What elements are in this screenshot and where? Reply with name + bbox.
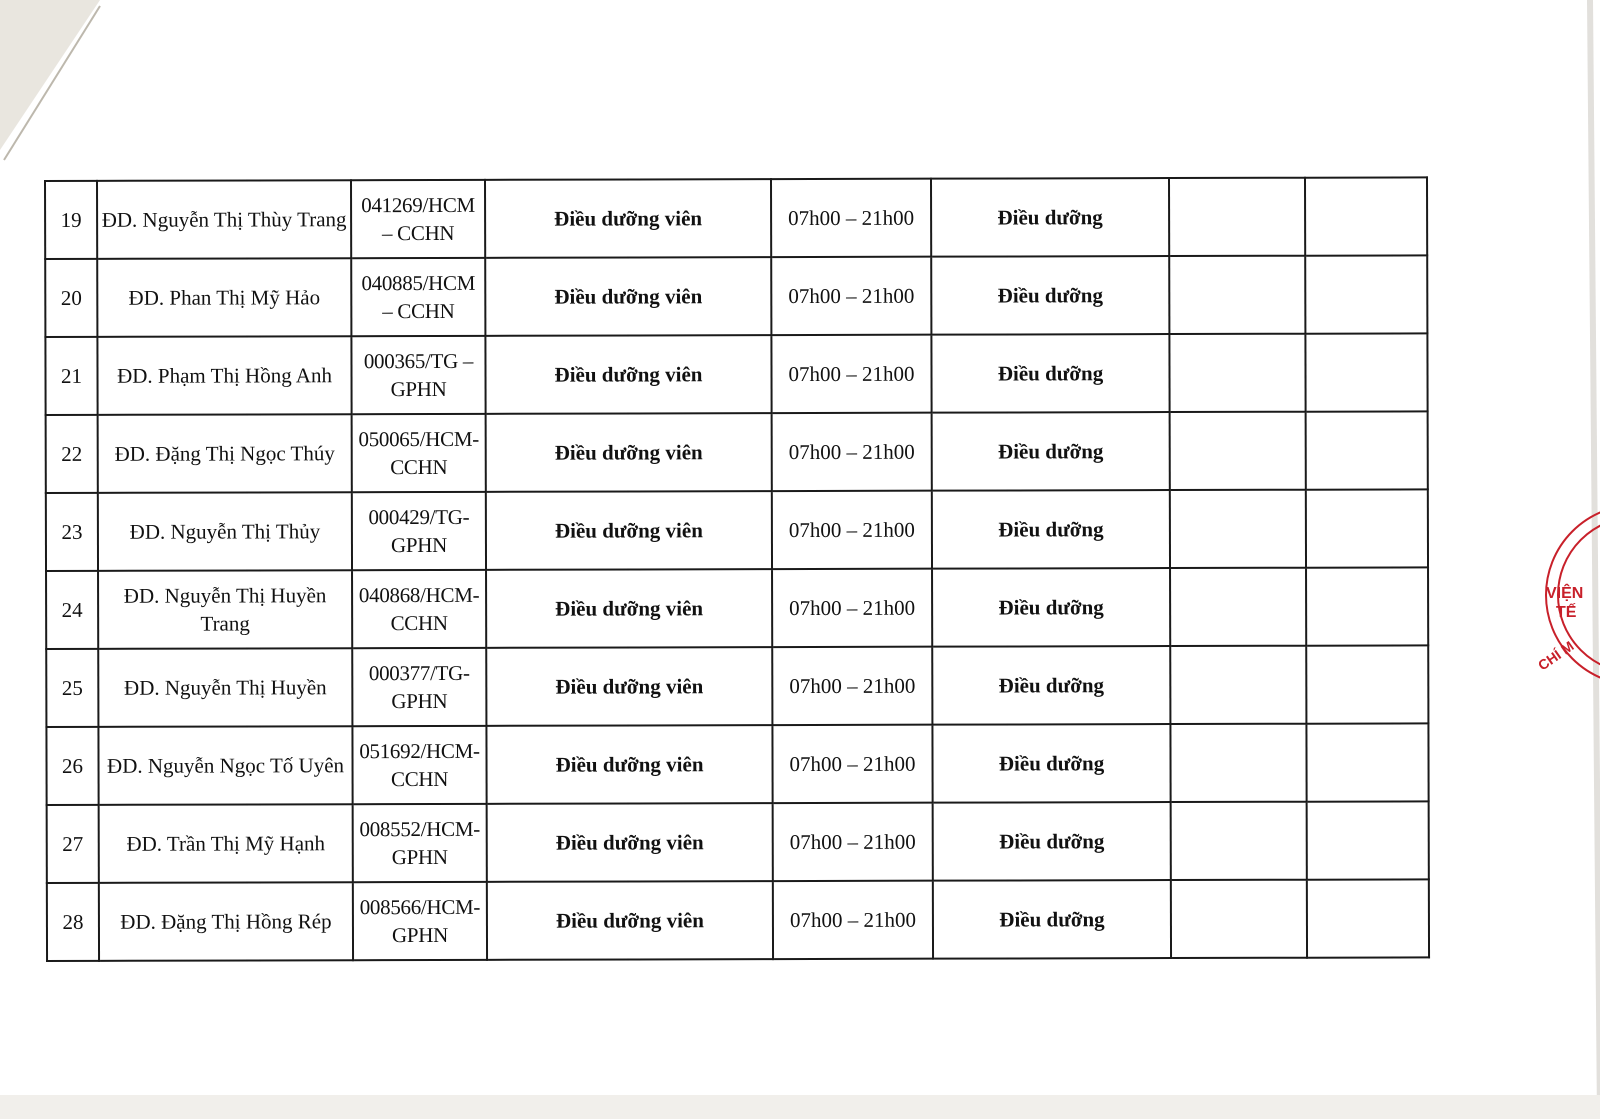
row-number-cell: 19 <box>45 181 97 259</box>
license-number-cell: 008566/HCM-GPHN <box>353 882 487 960</box>
table-body <box>45 177 1429 961</box>
license-number-cell: 040868/HCM-CCHN <box>352 570 486 648</box>
empty-cell <box>1171 880 1307 958</box>
seal-text-line-2: TẾ <box>1556 604 1577 621</box>
license-number-cell: 008552/HCM-GPHN <box>353 804 487 882</box>
practice-scope-cell: Điều dưỡng <box>932 646 1170 725</box>
empty-cell <box>1306 723 1428 801</box>
license-number-cell: 000377/TG-GPHN <box>352 648 486 726</box>
working-hours-cell: 07h00 – 21h00 <box>771 335 931 413</box>
staff-name-cell: ĐD. Nguyễn Ngọc Tố Uyên <box>98 726 352 805</box>
working-hours-cell: 07h00 – 21h00 <box>772 413 932 491</box>
red-seal-stamp <box>1528 495 1600 695</box>
position-cell: Điều dưỡng viên <box>485 335 771 414</box>
practice-scope-cell: Điều dưỡng <box>931 334 1169 413</box>
practice-scope-cell: Điều dưỡng <box>933 880 1171 959</box>
practice-scope-cell: Điều dưỡng <box>931 256 1169 335</box>
position-cell: Điều dưỡng viên <box>485 179 771 258</box>
empty-cell <box>1306 489 1428 567</box>
table-row <box>47 801 1429 883</box>
working-hours-cell: 07h00 – 21h00 <box>772 569 932 647</box>
table-row <box>45 333 1427 415</box>
position-cell: Điều dưỡng viên <box>486 725 772 804</box>
row-number-cell: 27 <box>47 805 99 883</box>
row-number-cell: 23 <box>46 493 98 571</box>
position-cell: Điều dưỡng viên <box>486 491 772 570</box>
practice-scope-cell: Điều dưỡng <box>932 412 1170 491</box>
empty-cell <box>1307 879 1429 957</box>
working-hours-cell: 07h00 – 21h00 <box>773 881 933 959</box>
position-cell: Điều dưỡng viên <box>485 257 771 336</box>
working-hours-cell: 07h00 – 21h00 <box>771 179 931 257</box>
staff-name-cell: ĐD. Nguyễn Thị Thùy Trang <box>97 180 351 259</box>
row-number-cell: 28 <box>47 883 99 961</box>
license-number-cell: 000429/TG-GPHN <box>352 492 486 570</box>
license-number-cell: 050065/HCM-CCHN <box>352 414 486 492</box>
working-hours-cell: 07h00 – 21h00 <box>772 725 932 803</box>
working-hours-cell: 07h00 – 21h00 <box>772 647 932 725</box>
empty-cell <box>1170 568 1306 646</box>
staff-name-cell: ĐD. Nguyễn Thị Huyền Trang <box>98 570 352 649</box>
staff-name-cell: ĐD. Phạm Thị Hồng Anh <box>97 336 351 415</box>
empty-cell <box>1306 567 1428 645</box>
empty-cell <box>1171 802 1307 880</box>
row-number-cell: 20 <box>45 259 97 337</box>
table-row <box>46 489 1428 571</box>
empty-cell <box>1305 255 1427 333</box>
empty-cell <box>1170 646 1306 724</box>
row-number-cell: 25 <box>46 649 98 727</box>
empty-cell <box>1307 801 1429 879</box>
working-hours-cell: 07h00 – 21h00 <box>772 491 932 569</box>
row-number-cell: 21 <box>45 337 97 415</box>
row-number-cell: 26 <box>46 727 98 805</box>
empty-cell <box>1169 256 1305 334</box>
seal-text-line-3: CHÍ M <box>1534 637 1577 674</box>
table-row <box>45 177 1427 259</box>
staff-table <box>44 176 1430 962</box>
table-row <box>45 255 1427 337</box>
license-number-cell: 040885/HCM – CCHN <box>351 258 485 336</box>
practice-scope-cell: Điều dưỡng <box>932 724 1170 803</box>
empty-cell <box>1169 334 1305 412</box>
license-number-cell: 051692/HCM-CCHN <box>352 726 486 804</box>
position-cell: Điều dưỡng viên <box>487 803 773 882</box>
staff-name-cell: ĐD. Đặng Thị Ngọc Thúy <box>98 414 352 493</box>
position-cell: Điều dưỡng viên <box>486 569 772 648</box>
empty-cell <box>1305 333 1427 411</box>
staff-name-cell: ĐD. Đặng Thị Hồng Rép <box>99 882 353 961</box>
position-cell: Điều dưỡng viên <box>487 881 773 960</box>
license-number-cell: 000365/TG – GPHN <box>351 336 485 414</box>
empty-cell <box>1306 411 1428 489</box>
table-row <box>46 723 1428 805</box>
practice-scope-cell: Điều dưỡng <box>933 802 1171 881</box>
practice-scope-cell: Điều dưỡng <box>932 568 1170 647</box>
empty-cell <box>1170 412 1306 490</box>
practice-scope-cell: Điều dưỡng <box>932 490 1170 569</box>
table-row <box>46 411 1428 493</box>
table-row <box>46 567 1428 649</box>
row-number-cell: 22 <box>46 415 98 493</box>
staff-name-cell: ĐD. Nguyễn Thị Thủy <box>98 492 352 571</box>
staff-name-cell: ĐD. Nguyễn Thị Huyền <box>98 648 352 727</box>
seal-text-line-1: VIỆN <box>1546 585 1584 602</box>
empty-cell <box>1305 177 1427 255</box>
position-cell: Điều dưỡng viên <box>486 647 772 726</box>
row-number-cell: 24 <box>46 571 98 649</box>
working-hours-cell: 07h00 – 21h00 <box>771 257 931 335</box>
empty-cell <box>1170 724 1306 802</box>
practice-scope-cell: Điều dưỡng <box>931 178 1169 257</box>
empty-cell <box>1306 645 1428 723</box>
staff-name-cell: ĐD. Trần Thị Mỹ Hạnh <box>99 804 353 883</box>
table-row <box>47 879 1429 961</box>
position-cell: Điều dưỡng viên <box>486 413 772 492</box>
empty-cell <box>1169 178 1305 256</box>
working-hours-cell: 07h00 – 21h00 <box>773 803 933 881</box>
table-row <box>46 645 1428 727</box>
license-number-cell: 041269/HCM – CCHN <box>351 180 485 258</box>
empty-cell <box>1170 490 1306 568</box>
staff-name-cell: ĐD. Phan Thị Mỹ Hảo <box>97 258 351 337</box>
